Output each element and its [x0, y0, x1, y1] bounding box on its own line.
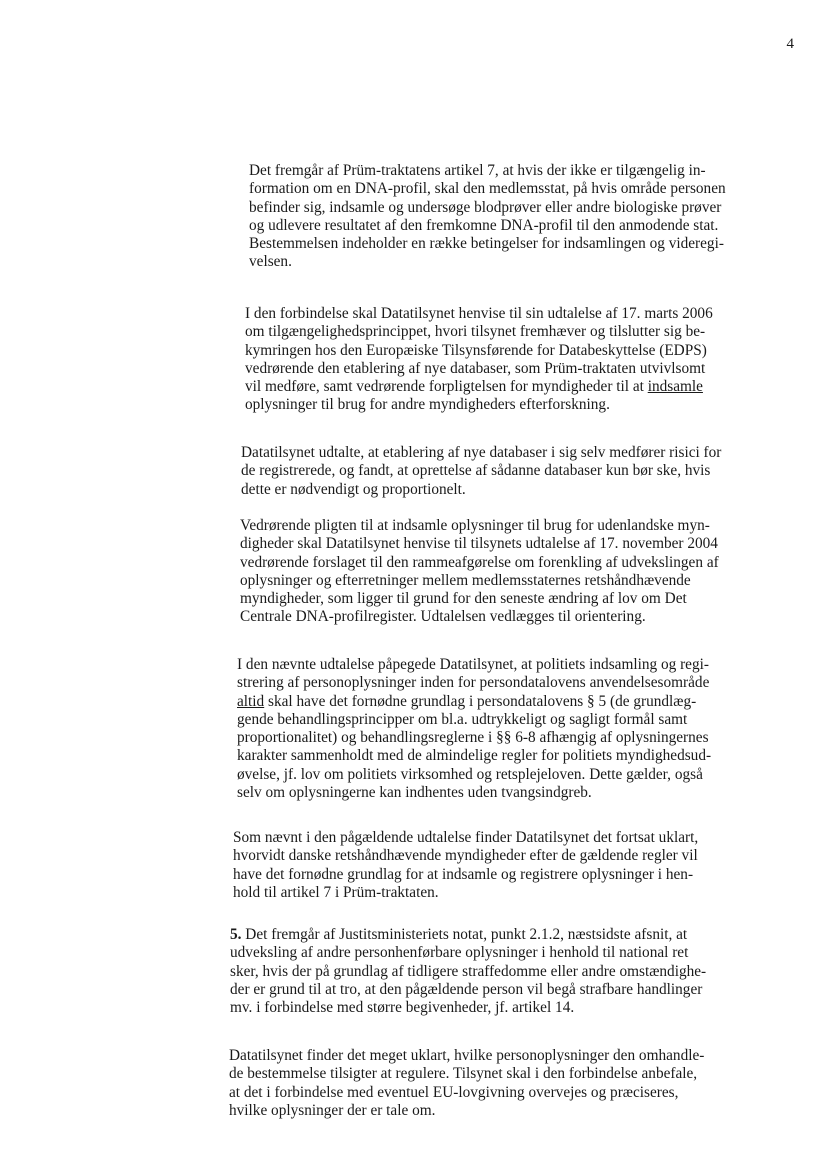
paragraph-legal-basis-unclear	[233, 829, 698, 902]
text-line: Som nævnt i den pågældende udtalelse finder Datatilsynet det fortsat uklart,	[233, 829, 699, 846]
text-segment: Det fremgår af Justitsministeriets notat, punkt 2.1.2, næstsidste afsnit, at	[241, 926, 688, 943]
text-line: I den forbindelse skal Datatilsynet henvise til sin udtalelse af 17. marts 2006	[245, 305, 713, 322]
text-line: gende behandlingsprincipper om bl.a. udtrykkeligt og sagligt formål samt	[237, 710, 688, 728]
underlined-word: altid	[237, 692, 265, 710]
text-line: velsen.	[249, 253, 292, 271]
text-line: oplysninger og efterretninger mellem medlemsstaternes retshåndhævende	[240, 571, 691, 589]
text-line	[230, 926, 706, 944]
text-line: sker, hvis der på grundlag af tidligere straffedomme eller andre omstændighe-	[230, 962, 707, 980]
text-line: øvelse, jf. lov om politiets virksomhed og retsplejeloven. Dette gælder, også	[237, 765, 703, 783]
paragraph-section-5	[230, 926, 706, 1017]
page-number: 4	[786, 36, 794, 52]
text-line: I den nævnte udtalelse påpegede Datatilsynet, at politiets indsamling og regi-	[237, 656, 709, 673]
text-line: karakter sammenholdt med de almindelige regler for politiets myndighedsud-	[237, 747, 712, 765]
text-line: de bestemmelse tilsigter at regulere. Tilsynet skal i den forbindelse anbefale,	[229, 1065, 698, 1083]
text-line: Datatilsynet udtalte, at etablering af nye databaser i sig selv medfører risici for	[241, 444, 722, 461]
text-line: mv. i forbindelse med større begivenheder, jf. artikel 14.	[230, 999, 575, 1017]
text-line: digheder skal Datatilsynet henvise til tilsynets udtalelse af 17. november 2004	[240, 535, 718, 553]
text-line: selv om oplysningerne kan indhentes uden tvangsindgreb.	[237, 784, 592, 802]
underlined-word: indsamle	[647, 378, 703, 396]
text-line	[237, 693, 711, 711]
text-line: de registrerede, og fandt, at oprettelse af sådanne databaser kun bør ske, hvis	[241, 462, 711, 480]
text-line: Vedrørende pligten til at indsamle oplysninger til brug for udenlandske myn-	[240, 517, 710, 534]
text-line: vedrørende den etablering af nye databaser, som Prüm-traktaten utvivlsomt	[245, 359, 706, 377]
text-line: kymringen hos den Europæiske Tilsynsførende for Databeskyttelse (EDPS)	[245, 341, 707, 359]
text-line: proportionalitet) og behandlingsreglerne i §§ 6-8 afhængig af oplysningernes	[237, 729, 709, 747]
text-line: oplysninger til brug for andre myndigheders efterforskning.	[245, 396, 610, 414]
paragraph-new-databases-risk	[241, 444, 721, 499]
text-line: Datatilsynet finder det meget uklart, hvilke personoplysninger den omhandle-	[229, 1047, 705, 1064]
text-line: myndigheder, som ligger til grund for den seneste ændring af lov om Det	[240, 590, 687, 608]
text-line: hold til artikel 7 i Prüm-traktaten.	[233, 883, 439, 901]
text-line: at det i forbindelse med eventuel EU-lovgivning overvejes og præciseres,	[229, 1083, 679, 1101]
text-line: befinder sig, indsamle og undersøge blodprøver eller andre biologiske prøver	[249, 198, 722, 216]
text-line: hvorvidt danske retshåndhævende myndigheder efter de gældende regler vil	[233, 847, 698, 865]
text-line: Centrale DNA-profilregister. Udtalelsen vedlægges til orientering.	[240, 608, 646, 626]
text-line: om tilgængelighedsprincippet, hvori tilsynet fremhæver og tilslutter sig be-	[245, 323, 706, 341]
section-number: 5.	[230, 926, 242, 943]
text-line: formation om en DNA-profil, skal den medlemsstat, på hvis område personen	[249, 180, 726, 198]
text-segment: skal have det fornødne grundlag i persondatalovens § 5 (de grundlæg-	[264, 692, 697, 710]
text-line: hvilke oplysninger der er tale om.	[229, 1101, 436, 1119]
paragraph-recommendation	[229, 1047, 704, 1120]
text-line: Bestemmelsen indeholder en række betingelser for indsamlingen og videregi-	[249, 235, 724, 253]
text-line: have det fornødne grundlag for at indsamle og registrere oplysninger i hen-	[233, 865, 694, 883]
text-line: Det fremgår af Prüm-traktatens artikel 7, at hvis der ikke er tilgængelig in-	[249, 162, 706, 179]
text-line: og udlevere resultatet af den fremkomne DNA-profil til den anmodende stat.	[249, 216, 719, 234]
text-line: strering af personoplysninger inden for persondatalovens anvendelsesområde	[237, 674, 710, 692]
paragraph-availability-principle	[245, 305, 713, 415]
text-line	[245, 378, 713, 396]
text-segment: vil medføre, samt vedrørende forpligtelsen for myndigheder til at	[245, 378, 648, 396]
paragraph-collection-duty	[240, 517, 719, 627]
paragraph-police-collection	[237, 656, 711, 802]
text-line: dette er nødvendigt og proportionelt.	[241, 480, 466, 498]
paragraph-prum-article-7	[249, 162, 726, 272]
text-line: der er grund til at tro, at den pågældende person vil begå strafbare handlinger	[230, 980, 703, 998]
text-line: udveksling af andre personhenførbare oplysninger i henhold til national ret	[230, 944, 689, 962]
text-line: vedrørende forslaget til den rammeafgørelse om forenkling af udvekslingen af	[240, 553, 719, 571]
